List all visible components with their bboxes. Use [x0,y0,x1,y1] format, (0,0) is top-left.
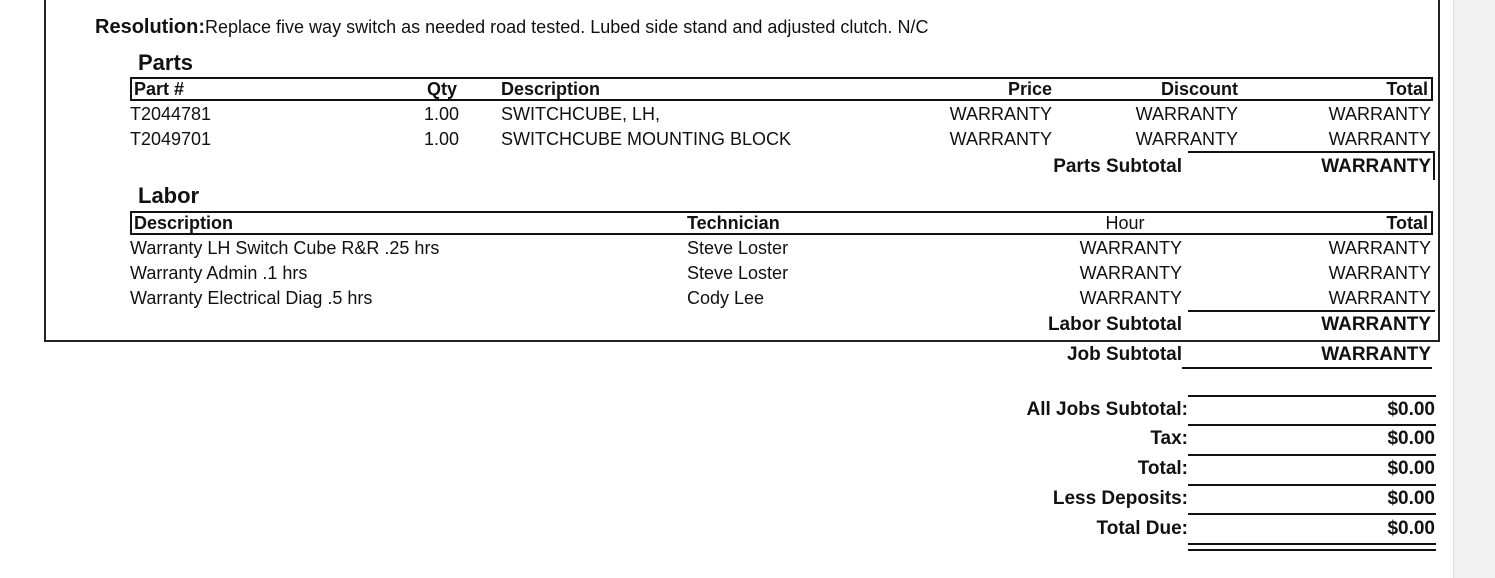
total-label: Total: [1137,458,1188,479]
labor-description: Warranty Electrical Diag .5 hrs [130,288,373,308]
tax-label: Tax: [1150,428,1188,449]
all-jobs-subtotal-value: $0.00 [1387,399,1435,420]
total-due-rule-1 [1188,543,1436,545]
labor-technician: Steve Loster [687,238,789,258]
labor-subtotal-value: WARRANTY [1321,314,1431,335]
labor-hour: WARRANTY [1079,288,1182,308]
labor-header-hour: Hour [1105,213,1145,233]
part-discount: WARRANTY [1135,104,1238,124]
part-description: SWITCHCUBE MOUNTING BLOCK [501,129,792,149]
less-deposits-value: $0.00 [1387,488,1435,509]
part-price: WARRANTY [949,104,1052,124]
parts-subtotal-edge [1433,152,1435,180]
labor-header-description: Description [134,213,234,233]
labor-subtotal-rule [1188,310,1435,312]
totals-top-rule [1188,395,1436,397]
parts-header-qty: Qty [426,79,457,99]
job-subtotal-value: WARRANTY [1321,344,1431,365]
labor-total: WARRANTY [1328,238,1431,258]
parts-subtotal-value: WARRANTY [1321,156,1431,177]
totals-rule [1188,513,1436,515]
labor-hour: WARRANTY [1079,263,1182,283]
job-subtotal-rule [1182,367,1432,369]
tax-value: $0.00 [1387,428,1435,449]
part-qty: 1.00 [423,104,459,124]
resolution-line [95,16,928,39]
total-due-rule-2 [1188,549,1436,551]
all-jobs-subtotal-label: All Jobs Subtotal: [1026,399,1188,420]
parts-header-part: Part # [134,79,185,99]
labor-header-technician: Technician [687,213,780,233]
part-qty: 1.00 [423,129,459,149]
labor-technician: Steve Loster [687,263,789,283]
labor-total: WARRANTY [1328,263,1431,283]
less-deposits-label: Less Deposits: [1052,488,1188,509]
total-due-value: $0.00 [1387,518,1435,539]
parts-header-price: Price [1007,79,1052,99]
part-number: T2049701 [130,129,212,149]
part-discount: WARRANTY [1135,129,1238,149]
labor-title: Labor [138,183,200,208]
part-total: WARRANTY [1328,104,1431,124]
parts-subtotal-rule [1188,151,1435,153]
scrollbar-track[interactable] [1453,0,1495,578]
labor-description: Warranty LH Switch Cube R&R .25 hrs [130,238,440,258]
labor-hour: WARRANTY [1079,238,1182,258]
part-total: WARRANTY [1328,129,1431,149]
part-price: WARRANTY [949,129,1052,149]
totals-rule [1188,454,1436,456]
parts-header-description: Description [501,79,601,99]
part-number: T2044781 [130,104,212,124]
labor-header-row [130,211,1433,235]
totals-rule [1188,424,1436,426]
resolution-text: Replace five way switch as needed road tested. Lubed side stand and adjusted clutch. N/C [205,17,929,37]
totals-rule [1188,484,1436,486]
total-value: $0.00 [1387,458,1435,479]
labor-total: WARRANTY [1328,288,1431,308]
labor-technician: Cody Lee [687,288,765,308]
part-description: SWITCHCUBE, LH, [501,104,661,124]
labor-subtotal-label: Labor Subtotal [1047,314,1182,335]
job-subtotal-label: Job Subtotal [1066,344,1182,365]
parts-header-total: Total [1386,79,1428,99]
resolution-label: Resolution: [95,16,205,38]
labor-description: Warranty Admin .1 hrs [130,263,308,283]
parts-header-discount: Discount [1160,79,1238,99]
labor-header-total: Total [1386,213,1428,233]
total-due-label: Total Due: [1096,518,1188,539]
parts-title: Parts [138,50,194,75]
parts-subtotal-label: Parts Subtotal [1053,156,1182,177]
